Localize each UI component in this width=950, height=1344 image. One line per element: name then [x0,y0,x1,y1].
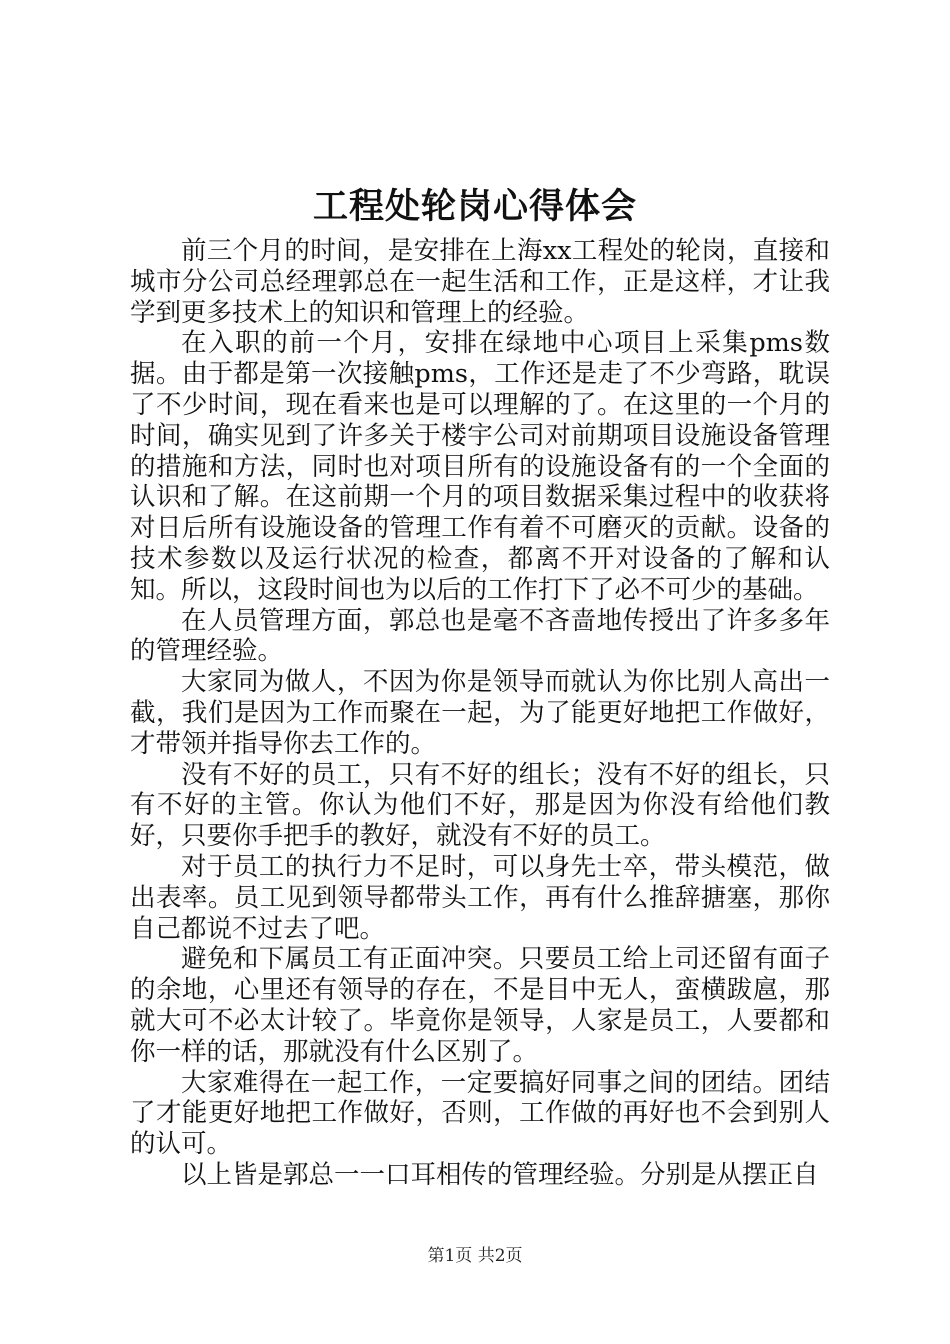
paragraph-5: 没有不好的员工，只有不好的组长；没有不好的组长，只有不好的主管。你认为他们不好，那是因为你没有给他们教好，只要你手把手的教好，就没有不好的员工。 [130,759,830,852]
page-number-footer: 第1页 共2页 [427,1246,523,1266]
document-body [130,236,830,1191]
paragraph-6: 对于员工的执行力不足时，可以身先士卒，带头模范，做出表率。员工见到领导都带头工作，再有什么推辞搪塞，那你自己都说不过去了吧。 [130,851,830,944]
paragraph-3: 在人员管理方面，郭总也是毫不吝啬地传授出了许多多年的管理经验。 [130,605,830,667]
paragraph-2: 在入职的前一个月，安排在绿地中心项目上采集pms数据。由于都是第一次接触pms，工作还是走了不少弯路，耽误了不少时间，现在看来也是可以理解的了。在这里的一个月的时间，确实见到了许多关于楼宇公司对前期项目设施设备管理的措施和方法，同时也对项目所有的设施设备有的一个全面的认识和了解。在这前期一个月的项目数据采集过程中的收获将对日后所有设施设备的管理工作有着不可磨灭的贡献。设备的技术参数以及运行状况的检查，都离不开对设备的了解和认知。所以，这段时间也为以后的工作打下了必不可少的基础。 [130,328,830,605]
paragraph-1: 前三个月的时间，是安排在上海xx工程处的轮岗，直接和城市分公司总经理郭总在一起生活和工作，正是这样，才让我学到更多技术上的知识和管理上的经验。 [130,236,830,328]
document-title: 工程处轮岗心得体会 [312,187,637,227]
paragraph-7: 避免和下属员工有正面冲突。只要员工给上司还留有面子的余地，心里还有领导的存在，不是目中无人，蛮横跋扈，那就大可不必太计较了。毕竟你是领导，人家是员工，人要都和你一样的话，那就没有什么区别了。 [130,944,830,1067]
paragraph-8: 大家难得在一起工作，一定要搞好同事之间的团结。团结了才能更好地把工作做好，否则，工作做的再好也不会到别人的认可。 [130,1067,830,1160]
paragraph-4: 大家同为做人，不因为你是领导而就认为你比别人高出一截，我们是因为工作而聚在一起，为了能更好地把工作做好，才带领并指导你去工作的。 [130,667,830,759]
paragraph-9: 以上皆是郭总一一口耳相传的管理经验。分别是从摆正自 [181,1159,819,1190]
